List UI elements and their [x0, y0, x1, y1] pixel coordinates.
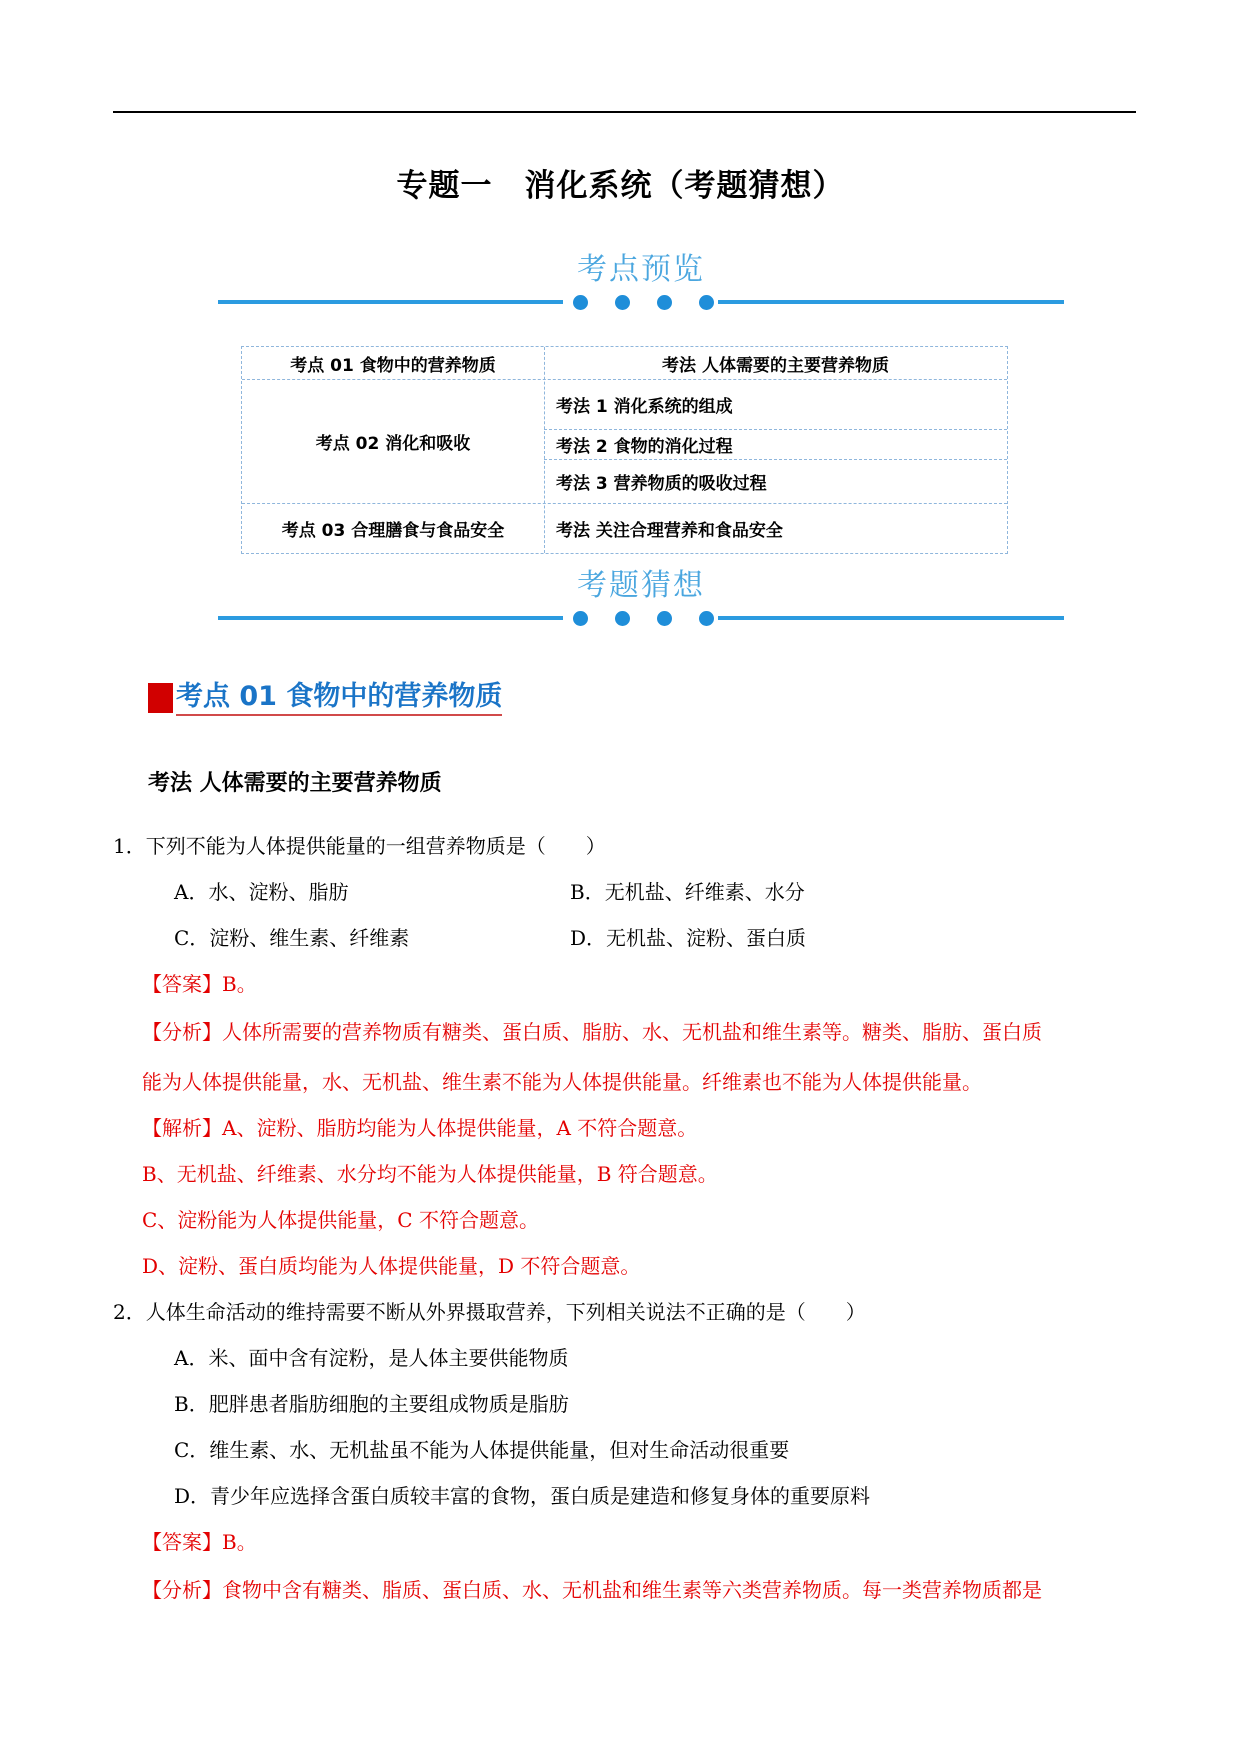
question-2-analysis: 【分析】食物中含有糖类、脂质、蛋白质、水、无机盐和维生素等六类营养物质。每一类营养物质都是 [142, 1578, 1042, 1602]
question-1-answer: 【答案】B。 [142, 972, 257, 996]
section-heading [148, 680, 502, 716]
question-2-answer: 【答案】B。 [142, 1530, 257, 1554]
overview-banner-title: 考点预览 [577, 252, 705, 287]
banner-dot [573, 295, 588, 310]
table-cell-method: 考法 1 消化系统的组成 [556, 396, 733, 417]
question-2-option-d: D．青少年应选择含蛋白质较丰富的食物，蛋白质是建造和修复身体的重要原料 [174, 1484, 871, 1508]
banner-dot [699, 611, 714, 626]
banner-line-right [718, 616, 1064, 620]
question-2-option-a: A．米、面中含有淀粉，是人体主要供能物质 [174, 1346, 569, 1370]
table-cell-method: 考法 2 食物的消化过程 [556, 436, 733, 457]
table-cell-method: 考法 3 营养物质的吸收过程 [556, 473, 767, 494]
question-1-analysis: 【分析】人体所需要的营养物质有糖类、蛋白质、脂肪、水、无机盐和维生素等。糖类、脂肪、蛋白质 [142, 1020, 1042, 1044]
question-1-explanation: 【解析】A、淀粉、脂肪均能为人体提供能量，A 不符合题意。 [142, 1116, 698, 1140]
question-2-option-c: C．维生素、水、无机盐虽不能为人体提供能量，但对生命活动很重要 [174, 1438, 790, 1462]
question-1-explanation: B、无机盐、纤维素、水分均不能为人体提供能量，B 符合题意。 [142, 1162, 718, 1186]
question-1-option-c: C．淀粉、维生素、纤维素 [174, 926, 410, 950]
banner-line-left [218, 616, 563, 620]
banner-dot [657, 611, 672, 626]
table-cell-method: 考法 人体需要的主要营养物质 [662, 355, 889, 376]
guess-banner [218, 560, 1064, 640]
table-cell-method: 考法 关注合理营养和食品安全 [556, 520, 783, 541]
overview-banner [218, 244, 1064, 324]
banner-dot [657, 295, 672, 310]
banner-line-right [718, 300, 1064, 304]
banner-dot [615, 295, 630, 310]
section-subtitle: 考法 人体需要的主要营养物质 [148, 771, 442, 796]
section-title: 考点 01 食物中的营养物质 [176, 681, 502, 716]
overview-table [241, 346, 1008, 554]
section-marker [148, 683, 173, 713]
question-1-explanation: D、淀粉、蛋白质均能为人体提供能量，D 不符合题意。 [142, 1254, 641, 1278]
banner-dot [573, 611, 588, 626]
question-1-option-a: A．水、淀粉、脂肪 [174, 880, 349, 904]
question-1-analysis: 能为人体提供能量，水、无机盐、维生素不能为人体提供能量。纤维素也不能为人体提供能量。 [142, 1070, 982, 1094]
question-1-stem: 1．下列不能为人体提供能量的一组营养物质是（ ） [113, 834, 606, 858]
header-rule [113, 111, 1136, 113]
document-title: 专题一 消化系统（考题猜想） [396, 168, 845, 204]
question-1-option-b: B．无机盐、纤维素、水分 [570, 880, 805, 904]
banner-dot [699, 295, 714, 310]
banner-line-left [218, 300, 563, 304]
question-2-option-b: B．肥胖患者脂肪细胞的主要组成物质是脂肪 [174, 1392, 569, 1416]
question-1-explanation: C、淀粉能为人体提供能量，C 不符合题意。 [142, 1208, 539, 1232]
question-1-option-d: D．无机盐、淀粉、蛋白质 [570, 926, 807, 950]
question-2-stem: 2．人体生命活动的维持需要不断从外界摄取营养，下列相关说法不正确的是（ ） [113, 1300, 866, 1324]
table-cell-point-02: 考点 02 消化和吸收 [315, 433, 471, 454]
table-cell-point-01: 考点 01 食物中的营养物质 [290, 355, 496, 376]
banner-dot [615, 611, 630, 626]
table-cell-point-03: 考点 03 合理膳食与食品安全 [281, 520, 505, 541]
guess-banner-title: 考题猜想 [577, 568, 705, 603]
